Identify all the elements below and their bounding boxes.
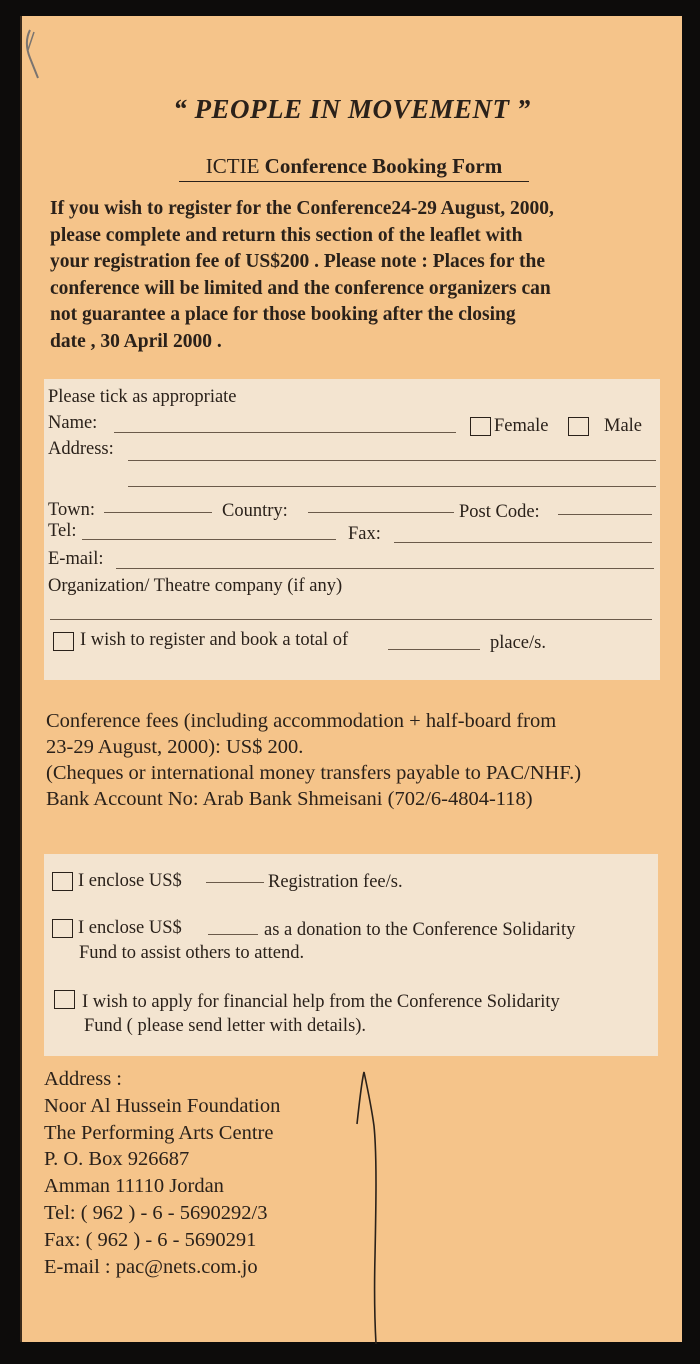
- bank-account-line: Bank Account No: Arab Bank Shmeisani (702/6-4804-118): [46, 788, 533, 810]
- address-field-line1[interactable]: [128, 460, 656, 461]
- intro-line: your registration fee of US$200 . Please note : Places for the: [50, 251, 545, 273]
- intro-line: If you wish to register for the Conference24-29 August, 2000,: [50, 198, 554, 219]
- registration-fee-label: Registration fee/s.: [268, 872, 403, 892]
- donation-text: as a donation to the Conference Solidarity: [264, 920, 576, 940]
- address-field-line2[interactable]: [128, 486, 656, 487]
- fees-line: (Cheques or international money transfers payable to PAC/NHF.): [46, 762, 582, 784]
- organization-field[interactable]: [50, 619, 652, 620]
- address-line: Amman 11110 Jordan: [44, 1175, 224, 1198]
- fax-label: Fax:: [348, 524, 381, 544]
- form-subtitle: [179, 154, 529, 182]
- postcode-label: Post Code:: [459, 502, 540, 522]
- donation-text-line2: Fund to assist others to attend.: [79, 943, 305, 963]
- enclose-fee-checkbox[interactable]: [52, 872, 73, 891]
- address-email: E-mail : pac@nets.com.jo: [44, 1255, 258, 1278]
- enclose-amount-field[interactable]: [206, 882, 264, 883]
- places-label: place/s.: [490, 633, 546, 653]
- address-fax: Fax: ( 962 ) - 6 - 5690291: [44, 1228, 257, 1251]
- donation-prefix: I enclose US$: [78, 918, 182, 938]
- financial-help-text: I wish to apply for financial help from the Conference Solidarity: [82, 992, 560, 1012]
- mailing-address: [44, 1066, 280, 1280]
- enclose-label: I enclose US$: [78, 871, 182, 891]
- male-label: Male: [604, 416, 643, 436]
- name-field[interactable]: [114, 432, 456, 433]
- organization-label: Organization/ Theatre company (if any): [48, 576, 343, 596]
- address-tel: Tel: ( 962 ) - 6 - 5690292/3: [44, 1201, 268, 1224]
- payment-panel: [44, 854, 658, 1056]
- tick-note: Please tick as appropriate: [48, 387, 237, 407]
- financial-help-text-line2: Fund ( please send letter with details).: [84, 1016, 367, 1036]
- register-checkbox[interactable]: [53, 632, 74, 651]
- address-line: The Performing Arts Centre: [44, 1121, 274, 1144]
- conference-fees-section: [46, 708, 581, 812]
- financial-help-checkbox[interactable]: [54, 990, 75, 1009]
- intro-line: not guarantee a place for those booking after the closing: [50, 304, 516, 326]
- country-field[interactable]: [308, 512, 454, 513]
- intro-paragraph: [50, 196, 662, 356]
- town-label: Town:: [48, 500, 96, 520]
- address-label: Address:: [48, 439, 114, 459]
- address-line: Noor Al Hussein Foundation: [44, 1094, 281, 1117]
- intro-line: date , 30 April 2000 .: [50, 330, 222, 352]
- subtitle-acronym: ICTIE: [205, 154, 260, 178]
- donation-checkbox[interactable]: [52, 919, 73, 938]
- registration-details-panel: [44, 379, 660, 680]
- booking-form-sheet: [20, 16, 682, 1342]
- places-count-field[interactable]: [388, 649, 480, 650]
- postcode-field[interactable]: [558, 514, 652, 515]
- fax-field[interactable]: [394, 542, 652, 543]
- tel-label: Tel:: [48, 521, 77, 541]
- form-title: “ PEOPLE IN MOVEMENT ”: [173, 94, 531, 124]
- female-checkbox[interactable]: [470, 417, 491, 436]
- female-label: Female: [494, 416, 549, 436]
- address-line: P. O. Box 926687: [44, 1148, 190, 1171]
- country-label: Country:: [222, 501, 288, 521]
- intro-line: please complete and return this section of the leaflet with: [50, 224, 523, 246]
- fees-line: 23-29 August, 2000): US$ 200.: [46, 736, 304, 758]
- address-heading: Address :: [44, 1068, 123, 1090]
- pen-stroke-mark: [352, 1066, 382, 1346]
- subtitle-bold: Conference Booking Form: [264, 154, 503, 178]
- town-field[interactable]: [104, 512, 212, 513]
- paper-clip-mark: [24, 28, 44, 80]
- tel-field[interactable]: [82, 539, 336, 540]
- intro-line: conference will be limited and the conference organizers can: [50, 277, 551, 299]
- male-checkbox[interactable]: [568, 417, 589, 436]
- donation-amount-field[interactable]: [208, 934, 258, 935]
- email-field[interactable]: [116, 568, 654, 569]
- email-label: E-mail:: [48, 549, 104, 569]
- name-label: Name:: [48, 413, 98, 433]
- register-label: I wish to register and book a total of: [80, 630, 349, 650]
- fees-line: Conference fees (including accommodation + half-board from: [46, 710, 557, 732]
